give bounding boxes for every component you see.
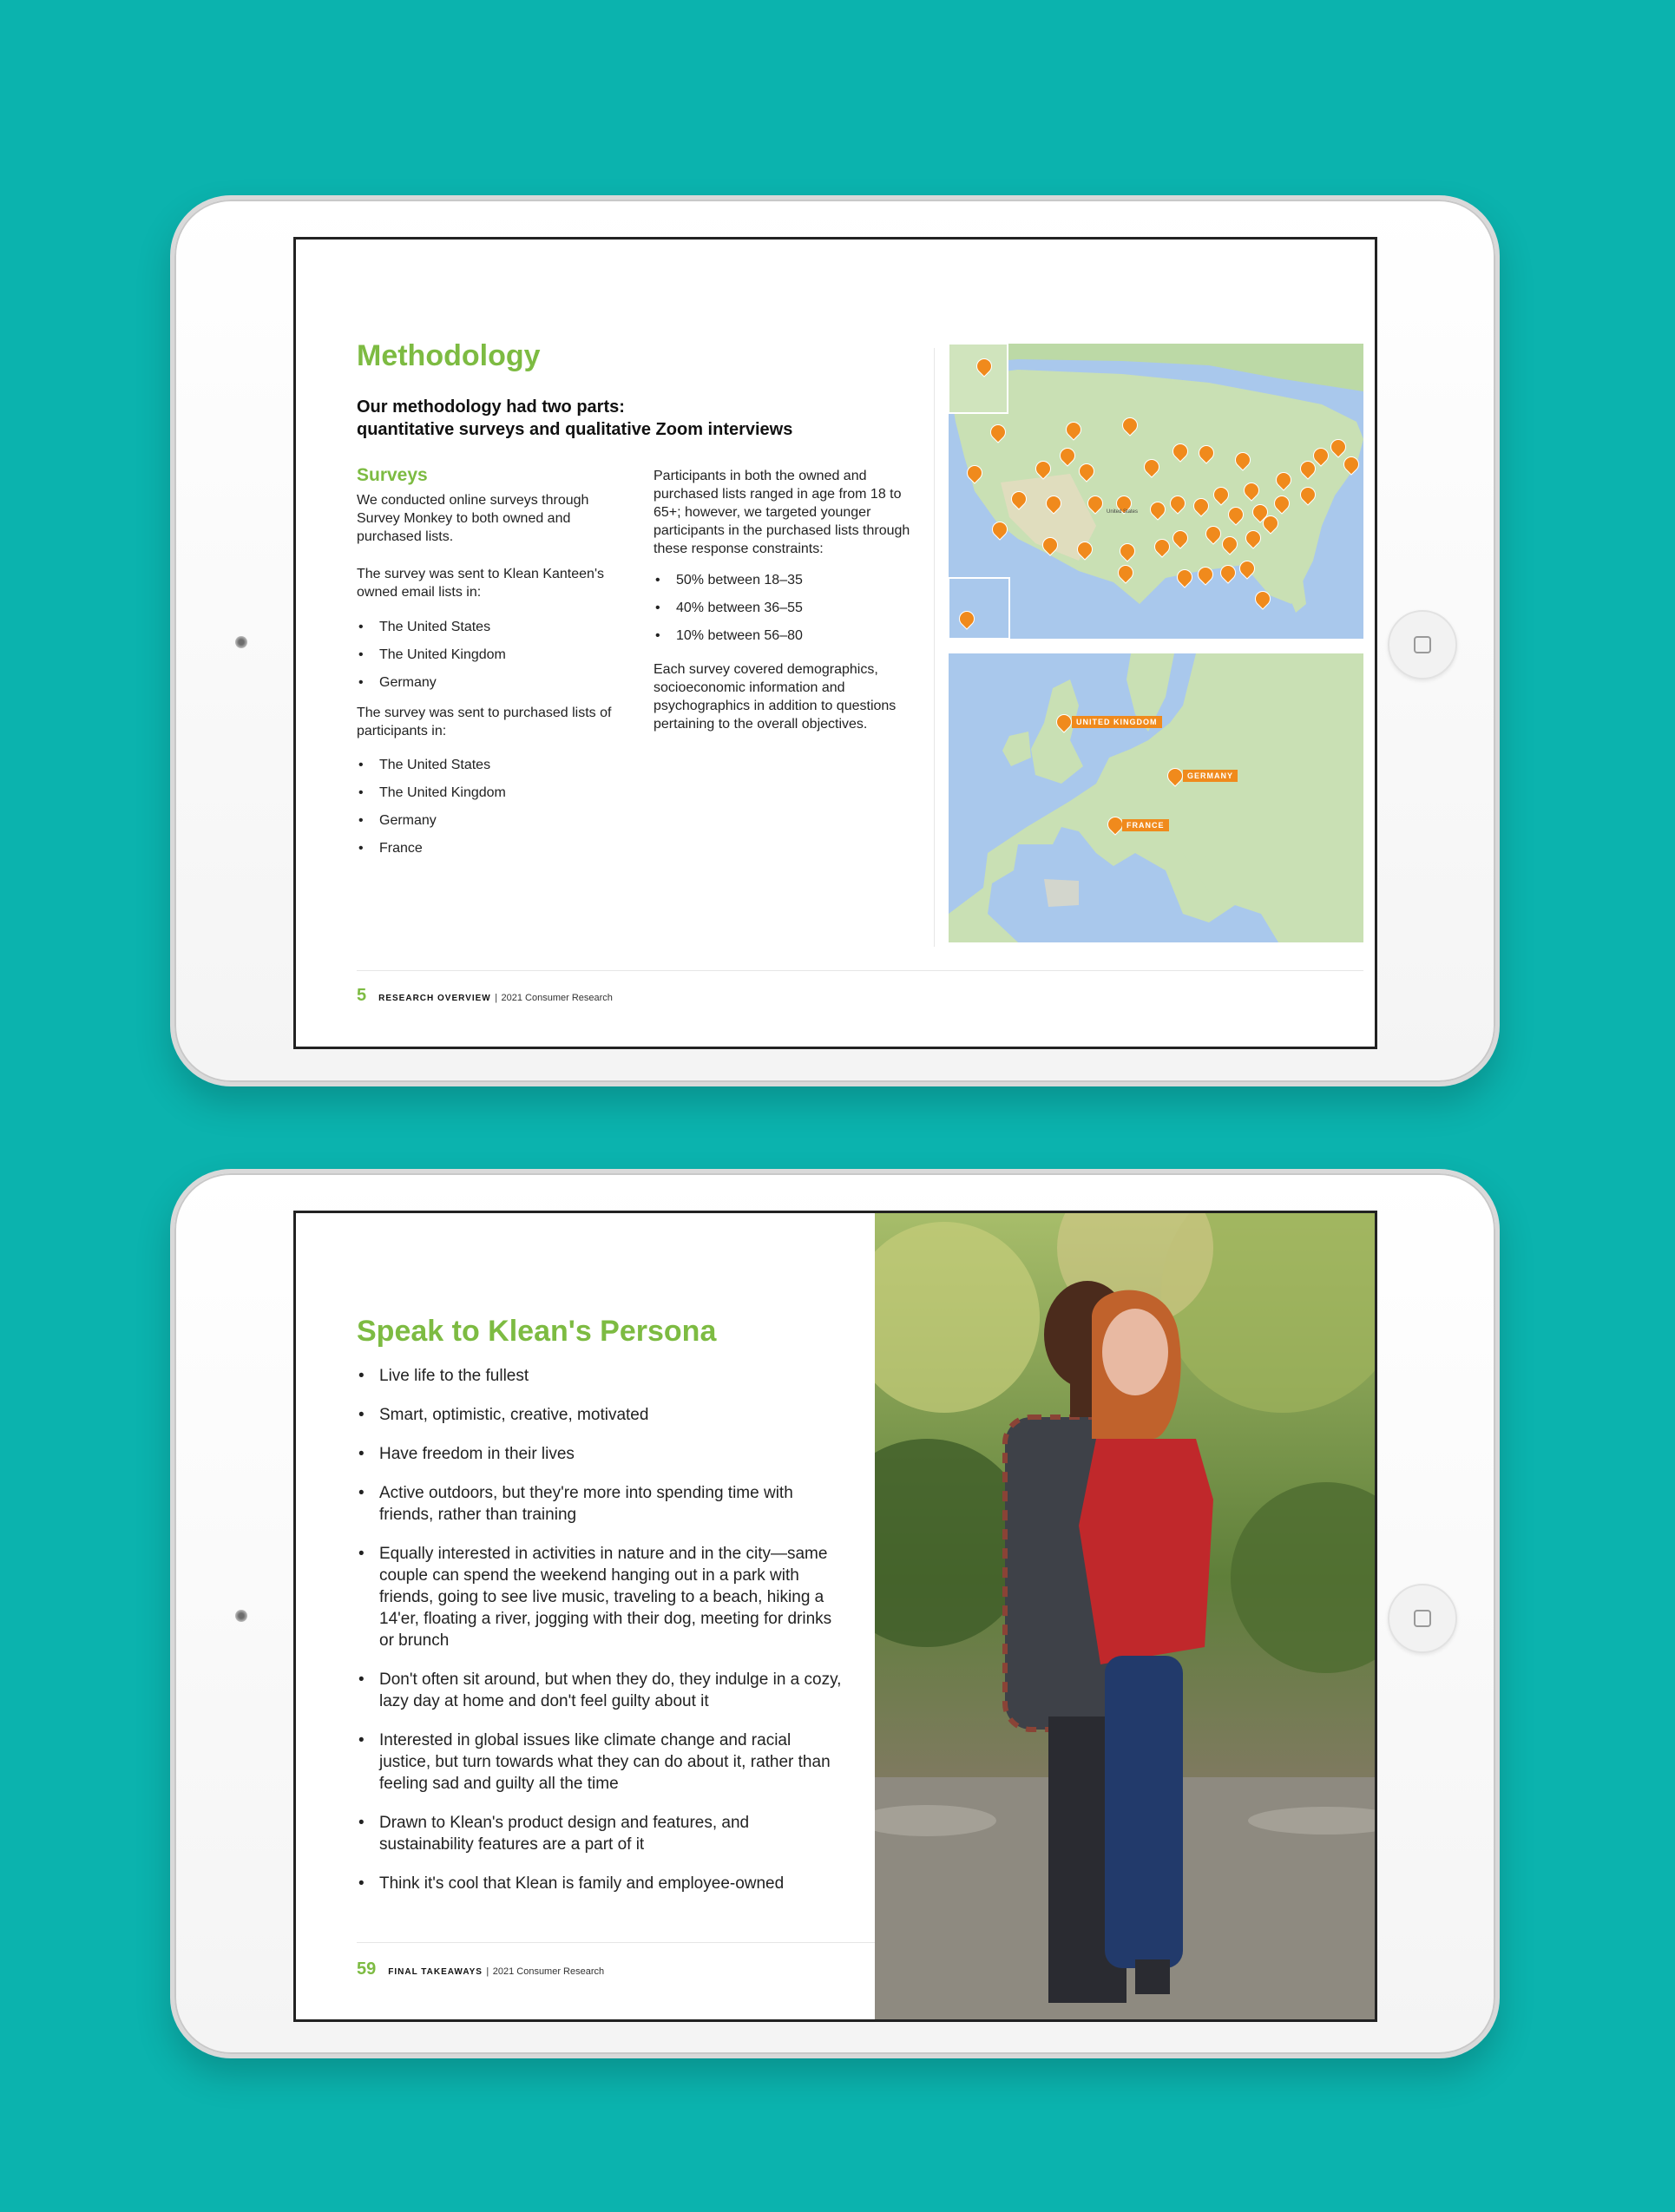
owned-lists [357,614,506,697]
uk-label: UNITED KINGDOM [1072,716,1162,728]
list-item: • Germany [357,807,506,835]
surveys-heading: Surveys [357,465,428,485]
list-item: • Don't often sit around, but when they do, they indulge in a cozy, lazy day at home and don't feel guilty about it [357,1669,843,1712]
list-item: • Think it's cool that Klean is family and employee-owned [357,1873,843,1894]
list-item: • The United States [357,752,506,779]
list-item: • 40% between 36–55 [654,594,803,622]
list-item: • Active outdoors, but they're more into spending time with friends, rather than training [357,1482,843,1526]
column-divider [934,348,935,947]
surveys-intro: We conducted online surveys through Survey Monkey to both owned and purchased lists. [357,493,589,544]
list-item: • Drawn to Klean's product design and features, and sustainability features are a part of it [357,1812,843,1855]
list-item: • Equally interested in activities in nature and in the city—same couple can spend the weekend hanging out in a park with friends, going to see live music, traveling to a beach, hiking a 14'er, floating a river, jogging with their dog, meeting for drinks or brunch [357,1543,843,1651]
tablet-bottom [170,1169,1500,2058]
section-name: FINAL TAKEAWAYS [388,1967,483,1977]
owned-lists-intro: The survey was sent to Klean Kanteen's owned email lists in: [357,567,604,600]
subtitle-line-1: Our methodology had two parts: [357,397,625,417]
page-title: Methodology [357,339,541,372]
section-name: RESEARCH OVERVIEW [378,994,491,1003]
footer-separator: | [486,1966,489,1977]
camera-icon [235,636,247,648]
list-item: • Live life to the fullest [357,1365,843,1387]
list-item: • The United Kingdom [357,779,506,807]
purchased-lists-intro: The survey was sent to purchased lists of participants in: [357,706,612,738]
europe-map [949,653,1363,942]
list-item: • Have freedom in their lives [357,1443,843,1465]
page-persona [293,1211,1377,2022]
page-number: 59 [357,1959,377,1979]
footer-rule [357,970,1363,971]
list-item: • The United States [357,614,506,641]
list-item: • Smart, optimistic, creative, motivated [357,1404,843,1426]
germany-label: GERMANY [1183,770,1238,782]
age-constraints [654,567,803,650]
camera-icon [235,1610,247,1622]
page-number: 5 [357,986,367,1005]
page-methodology [293,237,1377,1049]
home-button[interactable] [1388,610,1457,679]
page-title: Speak to Klean's Persona [357,1315,717,1348]
france-label: FRANCE [1122,819,1169,831]
us-map-label: United States [1107,509,1139,515]
publication-name: 2021 Consumer Research [492,1966,605,1977]
subtitle-line-2: quantitative surveys and qualitative Zoom interviews [357,420,793,439]
home-button[interactable] [1388,1584,1457,1653]
europe-map-graphic [949,653,1363,942]
footer-separator: | [495,993,498,1003]
list-item: • 50% between 18–35 [654,567,803,594]
page-footer [357,1959,604,1979]
list-item: • Interested in global issues like climate change and racial justice, but turn towards what they can do about it, rather than feeling sad and guilty all the time [357,1730,843,1795]
page-footer [357,986,613,1006]
purchased-lists [357,752,506,863]
footer-rule [357,1942,877,1943]
persona-photo [875,1213,1375,2022]
list-item: • 10% between 56–80 [654,622,803,650]
subtitle [357,396,792,441]
tablet-top [170,195,1500,1086]
list-item: • France [357,835,506,863]
us-map [949,344,1363,639]
persona-traits [357,1365,843,1894]
list-item: • Germany [357,669,506,697]
publication-name: 2021 Consumer Research [501,993,613,1003]
list-item: • The United Kingdom [357,641,506,669]
survey-coverage-paragraph: Each survey covered demographics, socioeconomic information and psychographics in addition to questions pertaining to the overall objectives. [654,662,897,732]
participants-paragraph: Participants in both the owned and purchased lists ranged in age from 18 to 65+; however, we targeted younger participants in the purchased lists through these response constraints: [654,469,910,556]
couple-photo-graphic [875,1213,1375,2022]
